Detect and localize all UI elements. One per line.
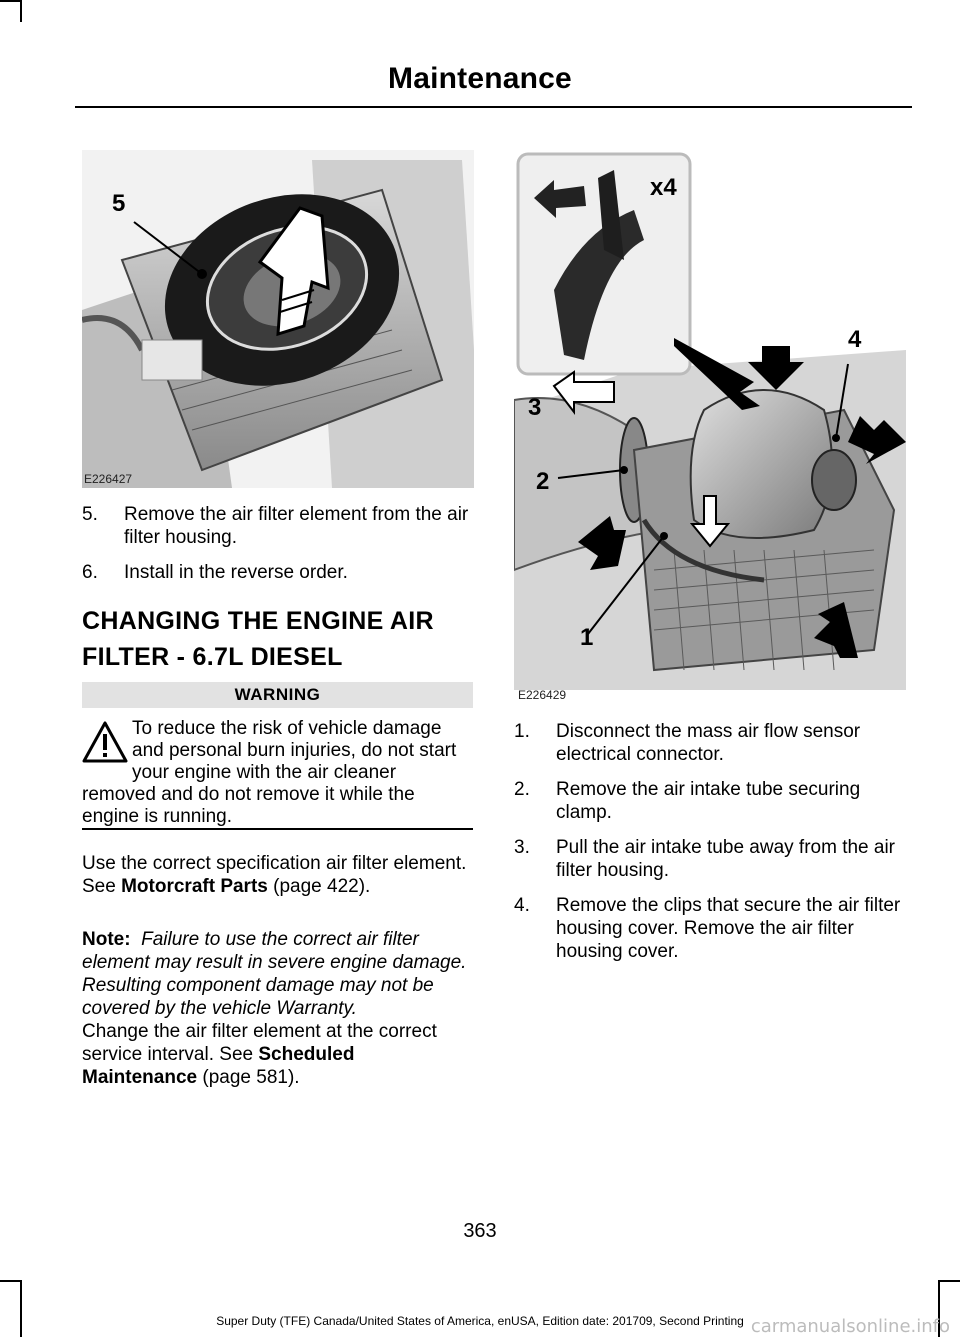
note-label: Note: — [82, 929, 131, 950]
step-text: Remove the air intake tube securing clamp. — [556, 779, 861, 823]
step-number: 3. — [514, 837, 530, 858]
crop-mark — [938, 1280, 960, 1282]
step-number: 5. — [82, 504, 98, 525]
step-number: 2. — [514, 779, 530, 800]
warning-triangle-icon — [82, 720, 128, 764]
page-title: Maintenance — [388, 62, 572, 95]
list-item — [82, 561, 474, 584]
callout-5: 5 — [112, 190, 126, 217]
right-steps — [514, 720, 906, 975]
section-heading: CHANGING THE ENGINE AIR FILTER - 6.7L DIESEL — [82, 607, 434, 671]
list-item — [82, 503, 474, 549]
list-item — [514, 894, 906, 963]
link-scheduled-maintenance[interactable]: Scheduled Maintenance — [82, 1044, 355, 1088]
figure-id: E226429 — [518, 688, 567, 702]
step-text: Remove the clips that secure the air filter housing cover. Remove the air filter housing cover. — [556, 895, 901, 962]
step-number: 4. — [514, 895, 530, 916]
link-motorcraft-parts[interactable]: Motorcraft Parts — [121, 876, 268, 897]
warning-label: WARNING — [82, 682, 473, 708]
callout-3: 3 — [528, 394, 542, 421]
crop-mark — [0, 1280, 22, 1282]
watermark: carmanualsonline.info — [750, 1316, 950, 1337]
callout-1: 1 — [580, 624, 594, 651]
figure-id: E226427 — [84, 472, 133, 486]
step-number: 6. — [82, 562, 98, 583]
list-item — [514, 778, 906, 824]
warning-text: To reduce the risk of vehicle damage and personal burn injuries, do not start your engine with the air cleaner removed and do not remove it while the engine is running. — [82, 718, 457, 827]
step-text: Disconnect the mass air flow sensor electrical connector. — [556, 721, 861, 765]
page-number: 363 — [463, 1220, 497, 1242]
warning-box — [82, 682, 473, 830]
air-intake-illustration — [514, 150, 906, 706]
footer-text: Super Duty (TFE) Canada/United States of America, enUSA, Edition date: 201709, Second Printing — [216, 1314, 744, 1328]
crop-mark — [0, 0, 22, 2]
left-steps — [82, 503, 474, 596]
step-text: Remove the air filter element from the air filter housing. — [124, 504, 469, 548]
callout-x4: x4 — [650, 174, 677, 201]
callout-4: 4 — [848, 326, 862, 353]
note: Note: Failure to use the correct air filter element may result in severe engine damage. Resulting component damage may not be covered by the vehicle Warranty. — [82, 929, 467, 1019]
figure-air-filter-removal — [82, 150, 474, 488]
paragraph-schedule: Change the air filter element at the correct service interval. See Scheduled Maintenance (page 581). — [82, 1021, 437, 1088]
step-text: Install in the reverse order. — [124, 562, 348, 583]
step-text: Pull the air intake tube away from the air filter housing. — [556, 837, 896, 881]
step-number: 1. — [514, 721, 530, 742]
list-item — [514, 720, 906, 766]
paragraph-parts: Use the correct specification air filter element. See Motorcraft Parts (page 422). — [82, 853, 467, 897]
callout-2: 2 — [536, 468, 550, 495]
list-item — [514, 836, 906, 882]
figure-air-intake — [514, 150, 906, 706]
crop-mark — [20, 1280, 22, 1337]
header-divider — [75, 106, 912, 108]
crop-mark — [20, 0, 22, 22]
air-filter-illustration — [82, 150, 474, 488]
